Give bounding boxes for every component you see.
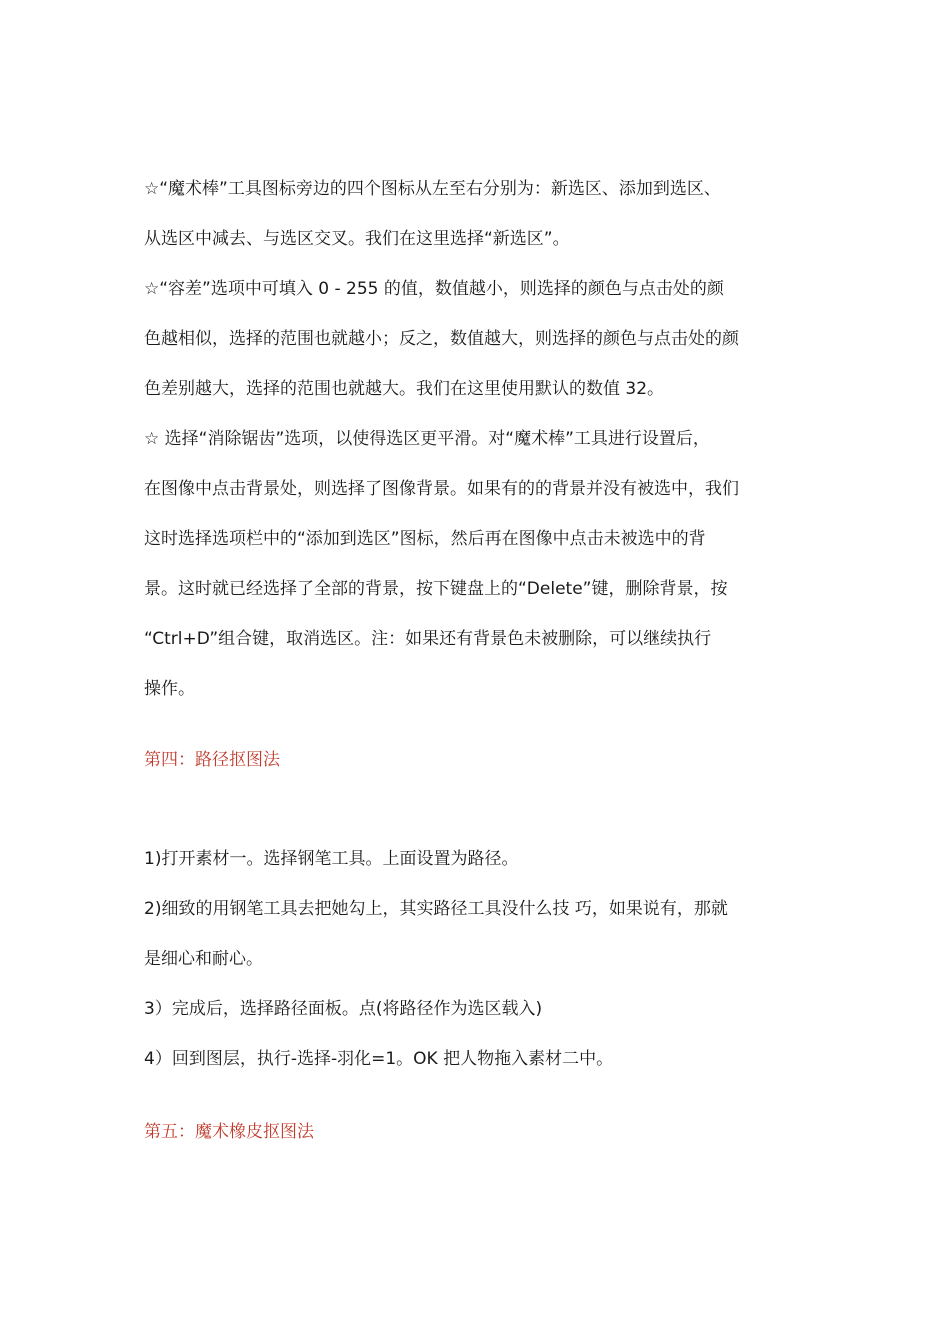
paragraph-line: 操作。: [144, 679, 195, 699]
section-magic-wand: [144, 170, 810, 720]
paragraph-line: 3）完成后，选择路径面板。点(将路径作为选区载入): [144, 999, 543, 1019]
section-heading-magic-eraser: 第五：魔术橡皮抠图法: [144, 1122, 314, 1142]
paragraph-line: ☆“魔术棒”工具图标旁边的四个图标从左至右分别为：新选区、添加到选区、: [144, 179, 721, 199]
paragraph-line: 色差别越大，选择的范围也就越大。我们在这里使用默认的数值 32。: [144, 379, 665, 399]
paragraph-line: 2)细致的用钢笔工具去把她勾上，其实路径工具没什么技 巧，如果说有，那就: [144, 899, 728, 919]
paragraph-line: 从选区中减去、与选区交叉。我们在这里选择“新选区”。: [144, 229, 570, 249]
paragraph-line: 色越相似，选择的范围也就越小；反之，数值越大，则选择的颜色与点击处的颜: [144, 329, 739, 349]
paragraph-line: 1)打开素材一。选择钢笔工具。上面设置为路径。: [144, 849, 519, 869]
section-path: [144, 840, 810, 1090]
paragraph-line: ☆ 选择“消除锯齿”选项，以使得选区更平滑。对“魔术棒”工具进行设置后，: [144, 429, 710, 449]
paragraph-line: ☆“容差”选项中可填入 0 - 255 的值，数值越小，则选择的颜色与点击处的颜: [144, 279, 724, 299]
paragraph-line: 4）回到图层，执行-选择-羽化=1。OK 把人物拖入素材二中。: [144, 1049, 614, 1069]
paragraph-line: 在图像中点击背景处，则选择了图像背景。如果有的的背景并没有被选中，我们: [144, 479, 739, 499]
section-heading-path: 第四：路径抠图法: [144, 750, 280, 770]
document-body: [144, 170, 810, 720]
paragraph-line: “Ctrl+D”组合键，取消选区。注：如果还有背景色未被删除，可以继续执行: [144, 629, 712, 649]
paragraph-line: 景。这时就已经选择了全部的背景，按下键盘上的“Delete”键，删除背景，按: [144, 579, 728, 599]
paragraph-line: 这时选择选项栏中的“添加到选区”图标，然后再在图像中点击未被选中的背: [144, 529, 706, 549]
paragraph-line: 是细心和耐心。: [144, 949, 263, 969]
